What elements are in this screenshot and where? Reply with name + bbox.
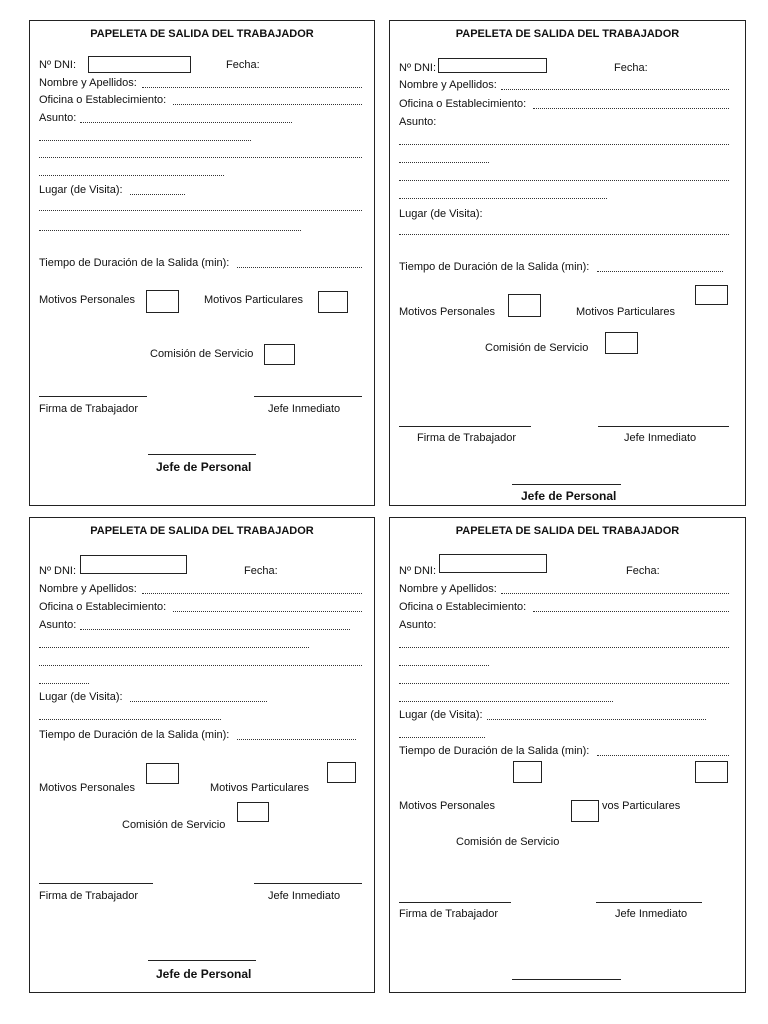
form-title: PAPELETA DE SALIDA DEL TRABAJADOR [90,28,314,40]
firma-signature-line[interactable] [399,426,531,427]
lugar-field-1[interactable] [130,194,185,195]
form-title: PAPELETA DE SALIDA DEL TRABAJADOR [455,28,680,40]
oficina-field[interactable] [173,104,362,105]
motivos-particulares-checkbox[interactable] [695,761,728,783]
asunto-field-4[interactable] [39,683,89,684]
tiempo-label: Tiempo de Duración de la Salida (min): [399,261,590,273]
asunto-field-4[interactable] [399,701,613,702]
jefe-personal-label: Jefe de Personal [521,489,617,503]
oficina-label: Oficina o Establecimiento: [39,94,167,106]
dni-label: Nº DNI: [399,62,437,74]
jefe-inmediato-signature-line[interactable] [254,396,362,397]
motivos-personales-checkbox[interactable] [146,290,179,313]
asunto-field-1[interactable] [80,629,350,630]
motivos-particulares-checkbox[interactable] [327,762,356,783]
nombre-label: Nombre y Apellidos: [39,77,137,89]
motivos-particulares-label: Motivos Particulares [204,294,304,306]
jefe-inmediato-signature-line[interactable] [598,426,729,427]
tiempo-label: Tiempo de Duración de la Salida (min): [39,729,230,741]
lugar-field-2[interactable] [39,210,362,211]
asunto-field-2[interactable] [39,140,251,141]
dni-label: Nº DNI: [39,565,77,577]
tiempo-field[interactable] [597,271,723,272]
fecha-label: Fecha: [244,565,278,577]
oficina-label: Oficina o Establecimiento: [399,98,527,110]
form-title: PAPELETA DE SALIDA DEL TRABAJADOR [455,525,680,537]
comision-checkbox[interactable] [571,800,599,822]
lugar-field-2[interactable] [39,719,221,720]
jefe-personal-signature-line[interactable] [512,979,621,980]
motivos-particulares-partial-label: vos Particulares [602,800,681,812]
lugar-label: Lugar (de Visita): [399,208,483,220]
dni-input[interactable] [439,554,547,573]
asunto-field-1[interactable] [399,144,729,145]
oficina-field[interactable] [173,611,362,612]
lugar-field-1[interactable] [487,719,706,720]
lugar-field-1[interactable] [130,701,267,702]
asunto-label: Asunto: [399,619,437,631]
firma-label: Firma de Trabajador [399,908,499,920]
asunto-label: Asunto: [39,619,77,631]
asunto-field-2[interactable] [39,647,309,648]
asunto-field-2[interactable] [399,162,489,163]
motivos-particulares-checkbox[interactable] [318,291,348,313]
firma-label: Firma de Trabajador [39,403,139,415]
motivos-particulares-label: Motivos Particulares [210,782,310,794]
jefe-personal-signature-line[interactable] [512,484,621,485]
asunto-field-2[interactable] [399,665,489,666]
tiempo-label: Tiempo de Duración de la Salida (min): [39,257,230,269]
dni-input[interactable] [88,56,191,73]
jefe-personal-signature-line[interactable] [148,960,256,961]
motivos-personales-checkbox[interactable] [508,294,541,317]
lugar-label: Lugar (de Visita): [39,184,123,196]
comision-checkbox[interactable] [605,332,638,354]
jefe-personal-signature-line[interactable] [148,454,256,455]
comision-label: Comisión de Servicio [150,348,254,360]
asunto-field-3[interactable] [399,683,729,684]
dni-input[interactable] [80,555,187,574]
asunto-field-3[interactable] [39,157,362,158]
asunto-field-3[interactable] [39,665,362,666]
dni-input[interactable] [438,58,547,73]
jefe-inmediato-signature-line[interactable] [596,902,702,903]
asunto-field-1[interactable] [80,122,292,123]
lugar-label: Lugar (de Visita): [399,709,483,721]
jefe-inmediato-label: Jefe Inmediato [268,890,341,902]
nombre-field[interactable] [501,593,729,594]
firma-label: Firma de Trabajador [39,890,139,902]
motivos-personales-checkbox[interactable] [146,763,179,784]
asunto-field-1[interactable] [399,647,729,648]
jefe-inmediato-signature-line[interactable] [254,883,362,884]
motivos-particulares-label: Motivos Particulares [576,306,676,318]
lugar-field-3[interactable] [39,230,301,231]
comision-checkbox[interactable] [264,344,295,365]
form-card-3 [29,517,375,993]
jefe-personal-label: Jefe de Personal [156,460,252,474]
comision-checkbox[interactable] [237,802,269,822]
fecha-label: Fecha: [626,565,660,577]
form-title: PAPELETA DE SALIDA DEL TRABAJADOR [90,525,314,537]
nombre-field[interactable] [501,89,729,90]
lugar-label: Lugar (de Visita): [39,691,123,703]
nombre-label: Nombre y Apellidos: [399,583,497,595]
form-card-4 [389,517,746,993]
oficina-field[interactable] [533,611,729,612]
nombre-field[interactable] [142,87,362,88]
asunto-field-3[interactable] [399,180,729,181]
jefe-personal-label: Jefe de Personal [156,967,252,981]
nombre-label: Nombre y Apellidos: [399,79,497,91]
firma-signature-line[interactable] [39,883,153,884]
tiempo-field[interactable] [597,755,729,756]
form-card-2 [389,20,746,506]
jefe-inmediato-label: Jefe Inmediato [615,908,688,920]
motivos-particulares-checkbox[interactable] [695,285,728,305]
oficina-field[interactable] [533,108,729,109]
motivos-personales-label: Motivos Personales [39,782,135,794]
fecha-label: Fecha: [614,62,648,74]
motivos-personales-label: Motivos Personales [399,800,495,812]
asunto-label: Asunto: [39,112,77,124]
dni-label: Nº DNI: [399,565,437,577]
lugar-field-2[interactable] [399,737,485,738]
tiempo-field[interactable] [237,739,356,740]
asunto-field-4[interactable] [399,198,607,199]
motivos-personales-label: Motivos Personales [399,306,495,318]
form-card-1 [29,20,375,506]
firma-label: Firma de Trabajador [417,432,517,444]
asunto-field-4[interactable] [39,175,224,176]
nombre-label: Nombre y Apellidos: [39,583,137,595]
tiempo-field[interactable] [237,267,362,268]
firma-signature-line[interactable] [39,396,147,397]
motivos-personales-label: Motivos Personales [39,294,135,306]
comision-label: Comisión de Servicio [122,819,226,831]
nombre-field[interactable] [142,593,362,594]
motivos-personales-checkbox[interactable] [513,761,542,783]
comision-label: Comisión de Servicio [485,342,589,354]
oficina-label: Oficina o Establecimiento: [399,601,527,613]
oficina-label: Oficina o Establecimiento: [39,601,167,613]
fecha-label: Fecha: [226,59,260,71]
dni-label: Nº DNI: [39,59,77,71]
firma-signature-line[interactable] [399,902,511,903]
jefe-inmediato-label: Jefe Inmediato [268,403,341,415]
comision-label: Comisión de Servicio [456,836,560,848]
asunto-label: Asunto: [399,116,437,128]
jefe-inmediato-label: Jefe Inmediato [624,432,697,444]
tiempo-label: Tiempo de Duración de la Salida (min): [399,745,590,757]
lugar-field-1[interactable] [399,234,729,235]
